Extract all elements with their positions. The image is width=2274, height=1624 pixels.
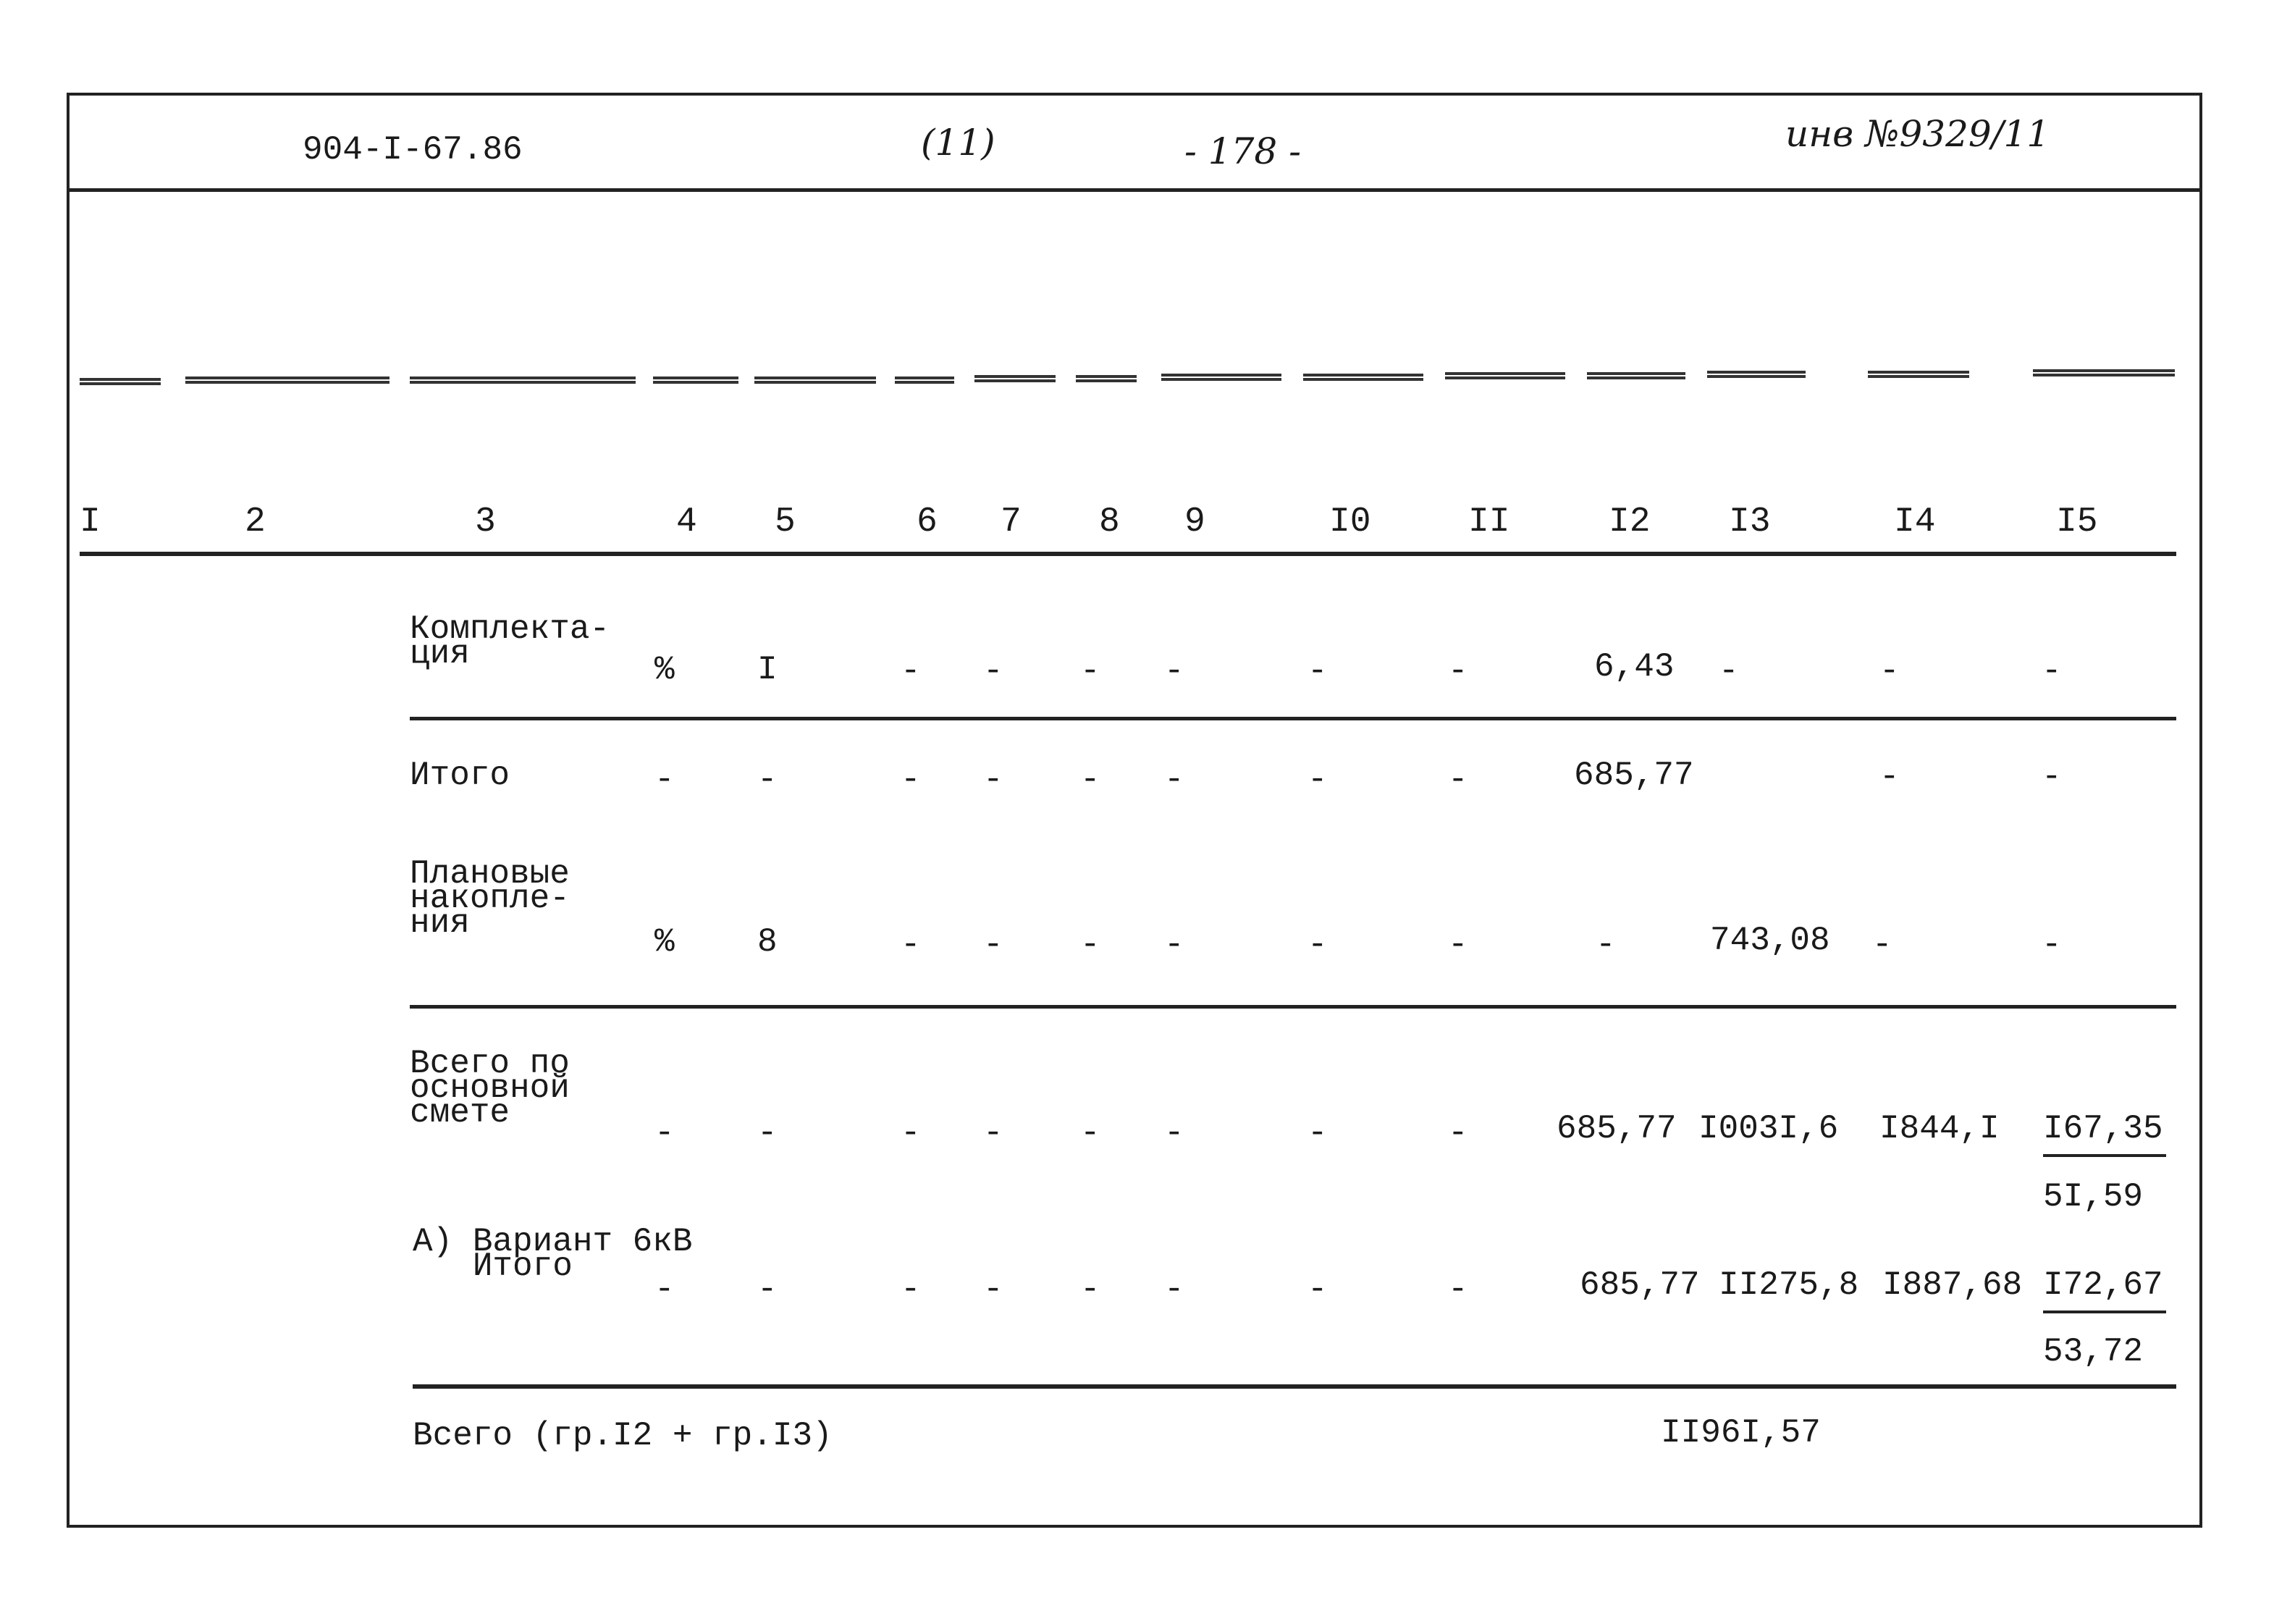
cell-col15-top: I67,35	[2043, 1110, 2163, 1148]
cell-rate: I	[757, 651, 778, 689]
empty-cell-dash: -	[654, 1114, 675, 1152]
inventory-number: инв №9329/11	[1785, 113, 2050, 155]
empty-cell-dash: -	[1448, 1114, 1468, 1152]
empty-cell-dash: -	[1164, 652, 1184, 690]
column-number: I2	[1609, 502, 1651, 542]
column-number: 2	[245, 502, 266, 542]
empty-cell-dash: -	[1307, 761, 1328, 799]
empty-cell-dash: -	[2042, 926, 2062, 964]
empty-cell-dash: -	[757, 1114, 778, 1152]
column-number: I4	[1894, 502, 1936, 542]
fraction-bar	[2043, 1310, 2166, 1313]
column-number: 6	[917, 502, 938, 542]
empty-cell-dash: -	[1164, 1114, 1184, 1152]
total-value: II96I,57	[1661, 1414, 1821, 1452]
cell-col12: 685,77	[1574, 757, 1694, 794]
cell-col12: 6,43	[1594, 648, 1675, 686]
empty-cell-dash: -	[1307, 652, 1328, 690]
empty-cell-dash: -	[1719, 652, 1739, 690]
cell-unit: %	[654, 923, 675, 961]
column-number: I5	[2056, 502, 2098, 542]
cell-rate: 8	[757, 923, 778, 961]
empty-cell-dash: -	[654, 1271, 675, 1308]
empty-cell-dash: -	[1080, 926, 1100, 964]
cell-col15-bottom: 5I,59	[2043, 1178, 2144, 1216]
row-label: Комплекта- ция	[410, 610, 610, 673]
document-sheet	[67, 93, 2202, 1528]
sheet-mark: (11)	[921, 122, 995, 164]
cell-col13: II275,8	[1719, 1266, 1859, 1304]
empty-cell-dash: -	[1872, 926, 1892, 964]
empty-cell-dash: -	[1080, 1271, 1100, 1308]
cell-col13: I003I,6	[1698, 1110, 1839, 1148]
empty-cell-dash: -	[1879, 652, 1900, 690]
empty-cell-dash: -	[901, 761, 921, 799]
empty-cell-dash: -	[1448, 761, 1468, 799]
empty-cell-dash: -	[757, 1271, 778, 1308]
empty-cell-dash: -	[2042, 652, 2062, 690]
cell-col15-top: I72,67	[2043, 1266, 2163, 1304]
cell-unit: %	[654, 651, 675, 689]
row-label: А) Вариант 6кВ Итого	[413, 1223, 693, 1285]
empty-cell-dash: -	[1448, 926, 1468, 964]
empty-cell-dash: -	[1307, 926, 1328, 964]
column-number: II	[1468, 502, 1510, 542]
column-number: I	[80, 502, 101, 542]
empty-cell-dash: -	[901, 652, 921, 690]
empty-cell-dash: -	[1448, 1271, 1468, 1308]
column-number: 5	[775, 502, 796, 542]
row-label: Всего по основной смете	[410, 1045, 570, 1132]
column-number: 9	[1184, 502, 1205, 542]
header-divider	[70, 188, 2199, 192]
empty-cell-dash: -	[757, 761, 778, 799]
row-divider	[410, 717, 2176, 720]
empty-cell-dash: -	[983, 1271, 1003, 1308]
column-number: 7	[1001, 502, 1022, 542]
empty-cell-dash: -	[1164, 926, 1184, 964]
fraction-bar	[2043, 1154, 2166, 1157]
cell-col13: 743,08	[1710, 922, 1830, 959]
empty-cell-dash: -	[1879, 758, 1900, 796]
cell-col12: 685,77	[1580, 1266, 1700, 1304]
empty-cell-dash: -	[654, 761, 675, 799]
column-number: 4	[676, 502, 697, 542]
row-label: Итого	[410, 757, 510, 794]
empty-cell-dash: -	[1307, 1114, 1328, 1152]
column-header-underline	[80, 552, 2176, 556]
empty-cell-dash: -	[983, 761, 1003, 799]
empty-cell-dash: -	[901, 926, 921, 964]
empty-cell-dash: -	[1164, 1271, 1184, 1308]
empty-cell-dash: -	[983, 1114, 1003, 1152]
row-label: Плановые накопле- ния	[410, 855, 570, 942]
column-number: 8	[1099, 502, 1120, 542]
empty-cell-dash: -	[1080, 761, 1100, 799]
cell-col12: 685,77	[1557, 1110, 1677, 1148]
cell-col14: I844,I	[1879, 1110, 2000, 1148]
empty-cell-dash: -	[983, 926, 1003, 964]
empty-cell-dash: -	[1307, 1271, 1328, 1308]
column-number: 3	[475, 502, 496, 542]
column-number: I0	[1329, 502, 1371, 542]
empty-cell-dash: -	[1080, 652, 1100, 690]
empty-cell-dash: -	[983, 652, 1003, 690]
cell-col15-bottom: 53,72	[2043, 1333, 2144, 1371]
row-divider	[410, 1005, 2176, 1009]
empty-cell-dash: -	[901, 1271, 921, 1308]
empty-cell-dash: -	[2042, 758, 2062, 796]
page-number: - 178 -	[1184, 130, 1302, 172]
empty-cell-dash: -	[1596, 926, 1616, 964]
empty-cell-dash: -	[1164, 761, 1184, 799]
total-label: Всего (гр.I2 + гр.I3)	[413, 1417, 833, 1455]
empty-cell-dash: -	[901, 1114, 921, 1152]
column-number: I3	[1729, 502, 1771, 542]
empty-cell-dash: -	[1448, 652, 1468, 690]
document-code: 904-I-67.86	[303, 131, 523, 169]
cell-col14: I887,68	[1882, 1266, 2023, 1304]
empty-cell-dash: -	[1080, 1114, 1100, 1152]
row-divider	[413, 1384, 2176, 1389]
